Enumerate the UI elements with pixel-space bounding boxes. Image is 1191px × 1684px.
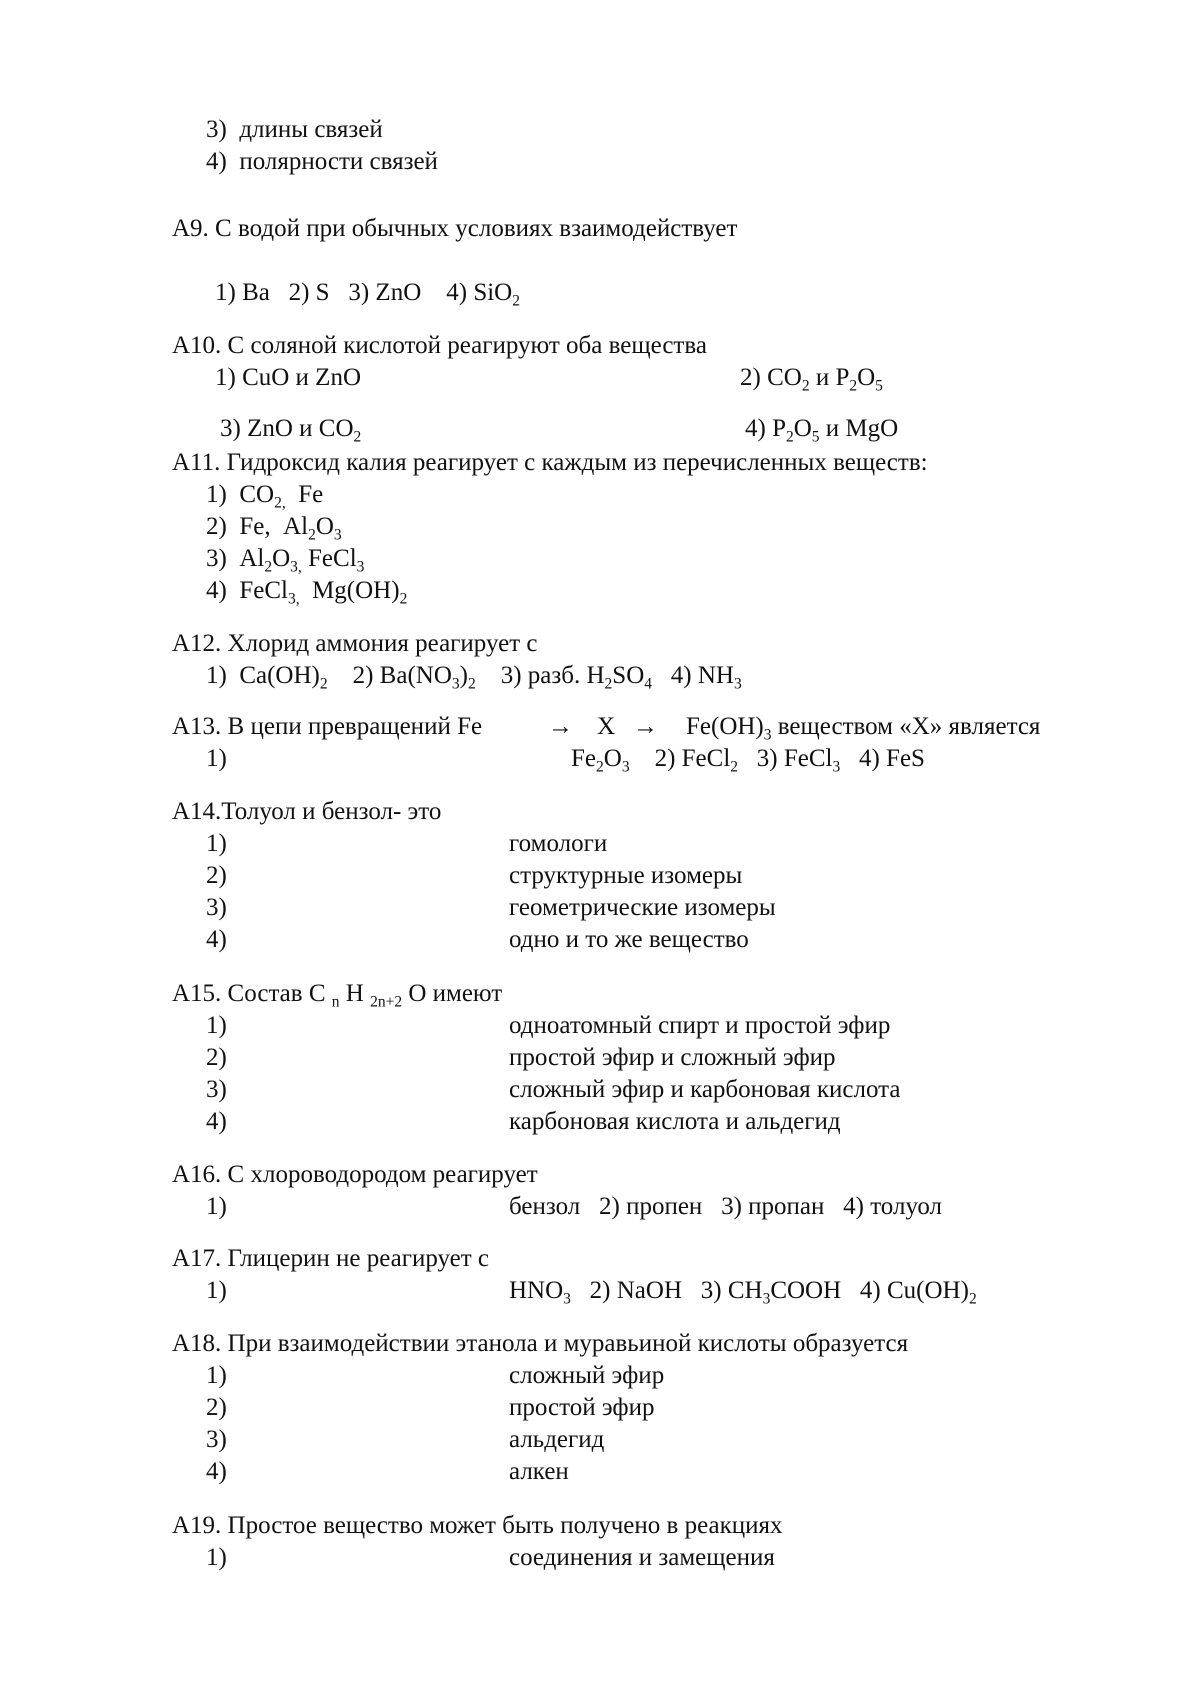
a13-question-end: $Fe(OH)_3$ веществом «Х» является	[686, 713, 1041, 744]
a15-num-2: 2)	[206, 1044, 227, 1071]
a18-num-2: 2)	[206, 1394, 227, 1421]
a13-options: $Fe_2O_3$ 2) FeCl$_2$ 3) FeCl$_3$ 4) FeS	[571, 745, 925, 776]
a11-option-4: 4) FeCl$_{3,}$ $Mg(OH)_2$	[206, 577, 408, 608]
a14-option-2: структурные изомеры	[509, 862, 743, 889]
a17-options: $HNO_3$ 2) NaOH 3) $CH_3COOH$ 4) $Cu(OH)_2$	[509, 1277, 977, 1308]
a12-options: 1) $Ca(OH)_2$ 2) $Ba(NO_3)_2$ 3) разб. $H_2SO_4$ 4) $NH_3$	[206, 662, 742, 693]
a14-num-2: 2)	[206, 862, 227, 889]
a10-option-2: 2) $CO_2$ и $P_2O_5$	[740, 364, 883, 395]
intermediate-x: X	[597, 713, 616, 740]
arrow-1: →	[548, 713, 573, 740]
a17-num: 1)	[206, 1277, 227, 1304]
a18-option-3: альдегид	[509, 1426, 605, 1453]
a15-option-2: простой эфир и сложный эфир	[509, 1044, 836, 1071]
a15-num-4: 4)	[206, 1108, 227, 1135]
a14-num-4: 4)	[206, 926, 227, 953]
a18-num-1: 1)	[206, 1362, 227, 1389]
a18-option-2: простой эфир	[509, 1394, 655, 1421]
option-3: 3) длины связей	[206, 116, 383, 143]
a15-option-4: карбоновая кислота и альдегид	[509, 1108, 841, 1135]
question-a13: А13. В цепи превращений Fe	[172, 713, 483, 740]
question-a19: А19. Простое вещество может быть получено в реакциях	[172, 1512, 783, 1539]
a11-option-1: 1) $CO_{2,}$ Fe	[206, 481, 324, 512]
a19-option-1: соединения и замещения	[509, 1544, 775, 1571]
question-a17: А17. Глицерин не реагирует с	[172, 1245, 490, 1272]
arrow-2: →	[633, 713, 658, 740]
a9-options: 1) Ba 2) S 3) ZnO 4) SiO$_2$	[215, 279, 520, 310]
a10-option-3: 3) ZnO и $CO_2$	[220, 415, 362, 446]
a16-num: 1)	[206, 1193, 227, 1220]
a11-option-3: 3) $Al_2O_{3,}$ FeCl$_3$	[206, 545, 365, 576]
a18-num-3: 3)	[206, 1426, 227, 1453]
question-a14: А14.Толуол и бензол- это	[172, 798, 442, 825]
a16-options: бензол 2) пропен 3) пропан 4) толуол	[509, 1193, 942, 1220]
a15-num-1: 1)	[206, 1012, 227, 1039]
a15-num-3: 3)	[206, 1076, 227, 1103]
a11-option-2: 2) Fe, $Al_2O_3$	[206, 513, 342, 544]
a14-option-1: гомологи	[509, 830, 608, 857]
a18-num-4: 4)	[206, 1458, 227, 1485]
a10-option-1: 1) CuO и ZnO	[215, 364, 362, 391]
question-a18: А18. При взаимодействии этанола и муравьиной кислоты образуется	[172, 1330, 909, 1357]
a14-option-4: одно и то же вещество	[509, 926, 749, 953]
question-a15: А15. Состав C $_n$ H $_{2n+2}$ O имеют	[172, 980, 503, 1011]
a15-option-3: сложный эфир и карбоновая кислота	[509, 1076, 901, 1103]
a19-num: 1)	[206, 1544, 227, 1571]
question-a12: А12. Хлорид аммония реагирует с	[172, 630, 538, 657]
a10-option-4: 4) $P_2O_5$ и MgO	[745, 415, 899, 446]
question-a9: А9. С водой при обычных условиях взаимодействует	[172, 215, 738, 242]
a18-option-4: алкен	[509, 1458, 569, 1485]
a14-num-1: 1)	[206, 830, 227, 857]
question-a10: А10. С соляной кислотой реагируют оба вещества	[172, 332, 707, 359]
option-4: 4) полярности связей	[206, 148, 438, 175]
a15-option-1: одноатомный спирт и простой эфир	[509, 1012, 891, 1039]
a18-option-1: сложный эфир	[509, 1362, 665, 1389]
question-a11: А11. Гидроксид калия реагирует с каждым из перечисленных веществ:	[172, 449, 928, 476]
question-a16: А16. С хлороводородом реагирует	[172, 1161, 538, 1188]
a13-num: 1)	[206, 745, 227, 772]
a14-num-3: 3)	[206, 894, 227, 921]
a14-option-3: геометрические изомеры	[509, 894, 776, 921]
